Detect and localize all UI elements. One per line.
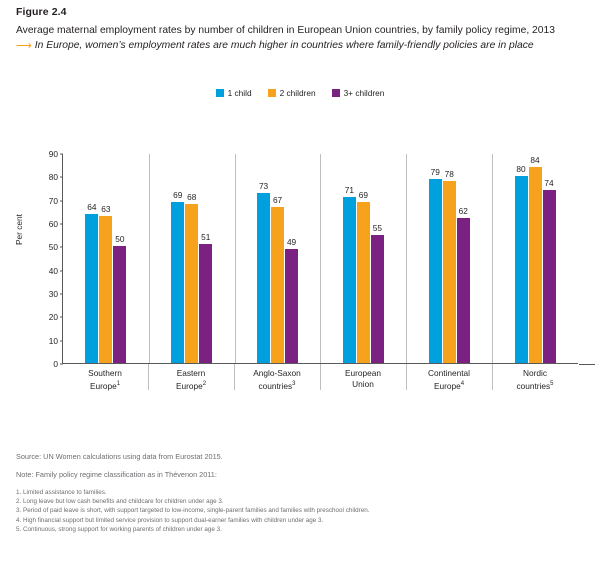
bar[interactable] — [443, 169, 456, 363]
bar[interactable] — [171, 190, 184, 363]
bar-slot — [457, 154, 470, 363]
bar-value-label: 63 — [101, 204, 111, 214]
y-axis-tick-mark — [60, 224, 63, 225]
x-axis-categories — [62, 368, 578, 392]
footnote: 2. Long leave but low cash benefits and childcare for children under age 3. — [16, 498, 224, 506]
bar-value-label: 71 — [344, 185, 355, 196]
y-axis-tick-mark — [60, 177, 63, 178]
x-axis-category-label: Southern Europe$^1$ — [88, 368, 122, 391]
notes-block — [16, 452, 584, 534]
bar-slot — [429, 154, 442, 363]
bar-slot — [543, 154, 556, 363]
bar-value-label: 68 — [187, 192, 197, 203]
chart — [16, 140, 584, 390]
y-axis-tick-label: 20 — [48, 312, 58, 323]
y-axis-tick-mark — [60, 317, 63, 318]
bar-value-label: 79 — [430, 166, 440, 177]
y-axis-tick-mark — [60, 154, 63, 155]
page-subtitle: In Europe, women’s employment rates are much higher in countries where family-friendly policies are in place — [34, 40, 534, 51]
bar[interactable] — [285, 236, 298, 363]
y-axis-tick-mark — [60, 200, 63, 201]
bar-slot — [343, 154, 356, 363]
bar-value-label: 51 — [201, 232, 211, 242]
chart-legend — [0, 88, 600, 98]
bar-slot — [443, 154, 456, 363]
bar-group — [320, 154, 406, 363]
bar-slot — [371, 154, 384, 363]
bar-value-label: 73 — [258, 180, 269, 191]
x-axis-category-label: Continental Europe$^4$ — [406, 368, 492, 392]
bar-value-label: 49 — [286, 236, 297, 247]
page-title: Average maternal employment rates by number of children in European Union countries, by family policy regime, 2013 — [16, 25, 555, 36]
subtitle-row — [16, 39, 584, 53]
bar-slot — [199, 154, 212, 363]
legend-swatch-icon — [216, 89, 224, 97]
bar-value-label: 55 — [372, 222, 383, 233]
bar-value-label: 69 — [173, 190, 183, 200]
bar[interactable] — [199, 232, 212, 363]
legend-label: 3+ children — [343, 88, 385, 98]
bar-slot — [257, 154, 270, 363]
bar-group — [492, 154, 578, 363]
bar-value-label: 80 — [516, 164, 526, 175]
classification-note: Note: Family policy regime classification as in Thévenon 2011: — [16, 470, 217, 479]
bar-groups — [63, 154, 578, 363]
bar-value-label: 74 — [544, 178, 554, 189]
bar[interactable] — [113, 234, 126, 363]
y-axis-tick-label: 10 — [48, 335, 58, 346]
bar-value-label: 50 — [115, 234, 125, 245]
bar-slot — [271, 154, 284, 363]
y-axis-tick-label: 30 — [48, 289, 58, 299]
footnote: 5. Continuous, strong support for working parents of children under age 3. — [16, 525, 222, 533]
figure-number: Figure 2.4 — [16, 6, 67, 18]
legend-item — [216, 88, 252, 98]
bar[interactable] — [429, 166, 442, 363]
bar-slot — [529, 154, 542, 363]
y-axis-tick-mark — [60, 247, 63, 248]
bar-slot — [357, 154, 370, 363]
bar[interactable] — [529, 155, 542, 363]
bar[interactable] — [257, 180, 270, 363]
bar-slot — [85, 154, 98, 363]
bar-value-label: 84 — [530, 155, 540, 165]
legend-label: 1 child — [227, 88, 252, 98]
legend-swatch-icon — [268, 89, 276, 97]
bar-value-label: 64 — [87, 201, 97, 212]
y-axis-tick-mark — [60, 364, 63, 365]
footnote: 3. Period of paid leave is short, with support targeted to low-income, single-parent families and families with preschool children. — [16, 507, 370, 515]
bar[interactable] — [343, 185, 356, 363]
x-axis-extension — [579, 364, 595, 365]
bar-group — [63, 154, 149, 363]
source-note: Source: UN Women calculations using data from Eurostat 2015. — [16, 452, 223, 461]
bar[interactable] — [99, 204, 112, 363]
plot-area — [48, 149, 578, 369]
y-axis-tick-label: 0 — [53, 359, 58, 369]
legend-label: 2 children — [279, 88, 316, 98]
legend-item — [268, 88, 316, 98]
bar-group — [149, 154, 235, 363]
y-axis-tick-label: 70 — [48, 195, 58, 206]
bar[interactable] — [271, 194, 284, 363]
bar-slot — [99, 154, 112, 363]
bar-value-label: 69 — [358, 190, 369, 200]
bar-value-label: 78 — [444, 169, 454, 179]
y-axis-label: Per cent — [14, 214, 24, 245]
footnotes-list — [16, 488, 584, 534]
title-block — [16, 24, 584, 53]
legend-swatch-icon — [332, 89, 340, 97]
y-axis-tick-label: 90 — [48, 149, 58, 159]
y-axis-tick-mark — [60, 294, 63, 295]
arrow-right-icon: ⟶ — [16, 40, 31, 52]
bar[interactable] — [357, 190, 370, 363]
bar-slot — [515, 154, 528, 363]
bar[interactable] — [457, 206, 470, 363]
x-axis-category-label: Eastern Europe$^2$ — [148, 368, 234, 392]
bar[interactable] — [371, 222, 384, 363]
bar-slot — [185, 154, 198, 363]
x-axis-category-label: European Union — [320, 368, 406, 392]
footnote: 1. Limited assistance to families. — [16, 489, 107, 496]
y-axis-tick-label: 60 — [48, 219, 58, 229]
bar-value-label: 67 — [272, 194, 283, 205]
bar[interactable] — [543, 178, 556, 363]
bar[interactable] — [185, 192, 198, 363]
y-axis-tick-mark — [60, 270, 63, 271]
y-axis-tick-label: 80 — [48, 172, 58, 183]
legend-item — [332, 88, 385, 98]
y-axis-tick-mark — [60, 340, 63, 341]
x-axis-category-label: Nordic countries$^5$ — [492, 368, 578, 392]
bar-group — [406, 154, 492, 363]
bar-slot — [285, 154, 298, 363]
bar[interactable] — [85, 201, 98, 363]
bar[interactable] — [515, 164, 528, 363]
bar-slot — [113, 154, 126, 363]
y-axis-tick-label: 50 — [48, 242, 58, 253]
bar-value-label: 62 — [458, 206, 468, 217]
footnote: 4. High financial support but limited service provision to support dual-earner families with children under age 3. — [16, 516, 324, 524]
x-axis-category-label: Anglo-Saxon countries$^3$ — [234, 368, 320, 392]
bar-group — [235, 154, 321, 363]
bar-slot — [171, 154, 184, 363]
y-axis-tick-label: 40 — [48, 265, 58, 276]
